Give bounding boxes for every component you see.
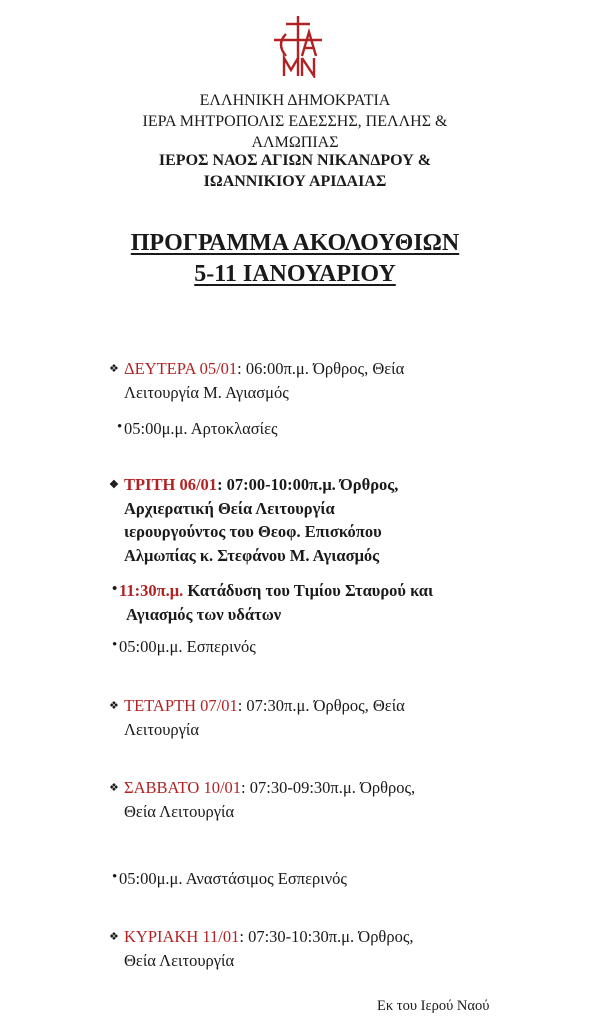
title-line-1: ΠΡΟΓΡΑΜΜΑ ΑΚΟΛΟΥΘΙΩΝ — [130, 230, 460, 256]
day-label: ΤΕΤΑΡΤΗ 07/01 — [124, 696, 238, 715]
schedule-entry-tuesday-blessing — [0, 579, 560, 626]
metropolis-logo — [268, 14, 328, 78]
church-line-1: ΙΕΡΟΣ ΝΑΟΣ ΑΓΙΩΝ ΝΙΚΑΝΔΡΟΥ & — [158, 152, 432, 169]
dot-bullet-icon: • — [112, 869, 118, 885]
diamond-bullet-icon: ❖ — [109, 479, 119, 491]
entry-text: ιερουργούντος του Θεοφ. Επισκόπου — [124, 522, 382, 541]
entry-text: 05:00μ.μ. Εσπερινός — [119, 637, 256, 656]
title-line-2: 5-11 ΙΑΝΟΥΑΡΙΟΥ — [194, 261, 396, 287]
entry-text: 05:00μ.μ. Αναστάσιμος Εσπερινός — [119, 869, 347, 888]
entry-text: : 06:00π.μ. Όρθρος, Θεία — [237, 359, 405, 378]
entry-text: : 07:30-09:30π.μ. Όρθρος, — [241, 778, 416, 797]
day-label: ΔΕΥΤΕΡΑ 05/01 — [124, 359, 238, 378]
schedule-entry-monday-evening — [0, 417, 560, 441]
schedule-entry-monday — [0, 357, 560, 404]
entry-text: Αρχιερατική Θεία Λειτουργία — [124, 498, 335, 518]
entry-text: Αγιασμός των υδάτων — [126, 604, 282, 624]
entry-text: Κατάδυση του Τιμίου Σταυρού και — [183, 581, 434, 600]
diamond-bullet-icon: ❖ — [109, 782, 119, 794]
entry-text: Θεία Λειτουργία — [124, 801, 235, 821]
schedule-entry-sunday — [0, 925, 560, 972]
time-label: 11:30π.μ. — [119, 581, 184, 600]
schedule-entry-tuesday-evening — [0, 635, 560, 659]
schedule-entry-saturday-evening — [0, 867, 560, 891]
entry-text: : 07:30π.μ. Όρθρος, Θεία — [237, 696, 405, 715]
entry-text: : 07:30-10:30π.μ. Όρθρος, — [239, 927, 414, 946]
header-line-metropolis: ΙΕΡΑ ΜΗΤΡΟΠΟΛΙΣ ΕΔΕΣΣΗΣ, ΠΕΛΛΗΣ & — [142, 113, 448, 130]
entry-text: Αλμωπίας κ. Στεφάνου Μ. Αγιασμός — [124, 545, 380, 565]
entry-text: Θεία Λειτουργία — [124, 950, 235, 970]
diamond-bullet-icon: ❖ — [109, 700, 119, 712]
schedule-title — [0, 228, 590, 290]
dot-bullet-icon: • — [112, 581, 118, 597]
day-label: ΤΡΙΤΗ 06/01 — [124, 475, 218, 494]
header-line-state: ΕΛΛΗΝΙΚΗ ΔΗΜΟΚΡΑΤΙΑ — [199, 92, 391, 109]
header-line-metropolis-cont: ΑΛΜΩΠΙΑΣ — [251, 134, 339, 151]
entry-text: 05:00μ.μ. Αρτοκλασίες — [124, 419, 278, 438]
header-lines — [0, 90, 590, 153]
day-label: ΚΥΡΙΑΚΗ 11/01 — [124, 927, 240, 946]
dot-bullet-icon: • — [112, 637, 118, 653]
diamond-bullet-icon: ❖ — [109, 363, 119, 375]
diamond-bullet-icon: ❖ — [109, 931, 119, 943]
church-name — [0, 150, 590, 192]
day-label: ΣΑΒΒΑΤΟ 10/01 — [124, 778, 242, 797]
entry-text: : 07:00-10:00π.μ. Όρθρος, — [217, 475, 399, 494]
entry-text: Λειτουργία — [124, 719, 199, 739]
dot-bullet-icon: • — [117, 419, 123, 435]
footer-signature: Εκ του Ιερού Ναού — [377, 998, 490, 1014]
schedule-entry-tuesday — [0, 473, 560, 567]
entry-text: Λειτουργία Μ. Αγιασμός — [124, 382, 289, 402]
schedule-entry-wednesday — [0, 694, 560, 741]
schedule-entry-saturday — [0, 776, 560, 823]
church-line-2: ΙΩΑΝΝΙΚΙΟΥ ΑΡΙΔΑΙΑΣ — [203, 173, 387, 190]
